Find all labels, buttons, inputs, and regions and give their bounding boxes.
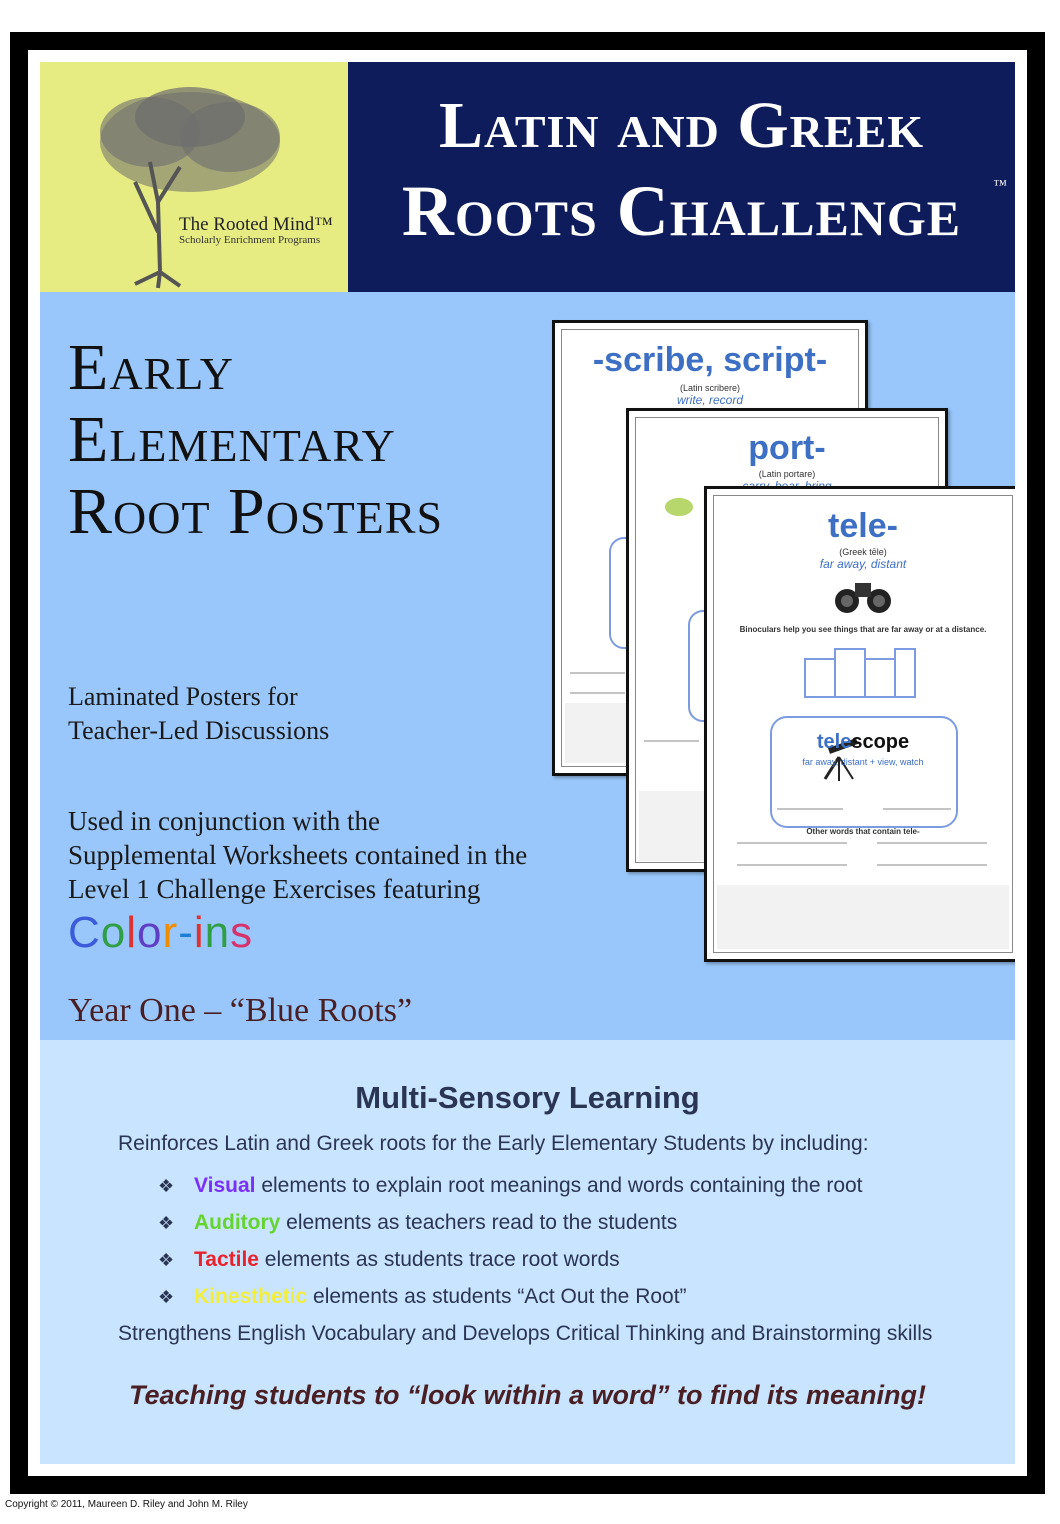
used-line2: Supplemental Worksheets contained in the <box>68 840 528 870</box>
poster-origin: (Latin portare) <box>758 469 816 479</box>
poster-root: -scribe, script- <box>592 341 828 379</box>
color-ins-letter: r <box>162 908 179 957</box>
bullet-keyword: Visual <box>194 1174 256 1197</box>
bullet-keyword: Tactile <box>194 1248 259 1271</box>
poster-word-root: tele <box>816 731 852 753</box>
bullet-keyword: Auditory <box>194 1211 281 1234</box>
color-ins-logo <box>68 908 253 958</box>
poster-sentence: Binoculars help you see things that are far away or at a distance. <box>739 625 987 634</box>
bullet-kinesthetic <box>158 1285 863 1322</box>
tree-logo-icon <box>40 62 348 292</box>
strengthens-text: Strengthens English Vocabulary and Develops Critical Thinking and Brainstorming skills <box>118 1322 933 1345</box>
poster-meaning: write, record <box>676 393 744 407</box>
laminated-line2: Teacher-Led Discussions <box>68 716 330 745</box>
cover-content <box>40 62 1015 1464</box>
bullet-tactile <box>158 1248 863 1285</box>
letter-boxes-icon <box>707 489 1015 959</box>
header-title-panel <box>348 62 1015 292</box>
poster-root: port- <box>748 429 826 467</box>
color-ins-letter: i <box>193 908 205 957</box>
tagline: Teaching students to “look within a word” to find its meaning! <box>128 1380 926 1410</box>
poster-meaning: far away, distant <box>819 557 907 571</box>
bullet-text: elements as students “Act Out the Root” <box>307 1285 687 1308</box>
copyright-notice: Copyright © 2011, Maureen D. Riley and John M. Riley <box>5 1499 248 1510</box>
logo-panel <box>40 62 348 292</box>
diamond-bullet-icon: ❖ <box>158 1250 175 1270</box>
poster-root: tele- <box>828 507 898 545</box>
inner-border <box>28 50 1027 1476</box>
brand-subtitle: Scholarly Enrichment Programs <box>179 234 321 246</box>
multi-sensory-heading: Multi-Sensory Learning <box>355 1080 700 1115</box>
diamond-bullet-icon: ❖ <box>158 1213 175 1233</box>
main-title-line2: Elementary <box>68 403 396 476</box>
color-ins-letter: o <box>100 908 127 957</box>
header-title-line1: Latin and Greek <box>439 89 924 162</box>
main-title-line3: Root Posters <box>68 475 444 548</box>
bullet-keyword: Kinesthetic <box>194 1285 308 1308</box>
bullet-text: elements as students trace root words <box>258 1248 620 1271</box>
main-title-line1: Early <box>68 331 234 404</box>
trademark-mark: ™ <box>993 178 1007 193</box>
laminated-text <box>68 680 329 748</box>
used-line1: Used in conjunction with the <box>68 806 380 836</box>
bullet-text: elements to explain root meanings and words containing the root <box>255 1174 863 1197</box>
color-ins-letter: n <box>204 908 231 957</box>
color-ins-letter: l <box>126 908 138 957</box>
learning-bullets <box>158 1174 863 1322</box>
poster-word <box>707 731 1015 754</box>
bullet-auditory <box>158 1211 863 1248</box>
outer-border <box>10 32 1045 1494</box>
color-ins-letter: o <box>137 908 163 957</box>
header-title-line2: Roots Challenge <box>401 171 962 251</box>
main-title <box>68 332 443 548</box>
laminated-line1: Laminated Posters for <box>68 682 298 711</box>
brand-name: The Rooted Mind™ <box>179 214 333 235</box>
diamond-bullet-icon: ❖ <box>158 1287 175 1307</box>
poster-origin: (Greek tēle) <box>839 547 887 557</box>
used-with-text <box>68 804 527 906</box>
poster-word-meaning: far away, distant + view, watch <box>802 757 924 767</box>
multi-sensory-panel <box>40 1040 1015 1464</box>
bullet-text: elements as teachers read to the students <box>280 1211 678 1234</box>
used-line3: Level 1 Challenge Exercises featuring <box>68 874 481 904</box>
poster-word-rest: scope <box>851 731 910 753</box>
bullet-visual <box>158 1174 863 1211</box>
color-ins-letter: C <box>68 908 101 957</box>
year-label: Year One – “Blue Roots” <box>68 992 413 1029</box>
color-ins-letter: - <box>178 908 194 957</box>
reinforces-text: Reinforces Latin and Greek roots for the Early Elementary Students by including: <box>118 1132 869 1155</box>
poster-origin: (Latin scribere) <box>679 383 741 393</box>
color-ins-letter: s <box>230 908 254 957</box>
diamond-bullet-icon: ❖ <box>158 1176 175 1196</box>
poster-tele <box>704 486 1015 962</box>
poster-other-words: Other words that contain tele- <box>806 827 920 836</box>
